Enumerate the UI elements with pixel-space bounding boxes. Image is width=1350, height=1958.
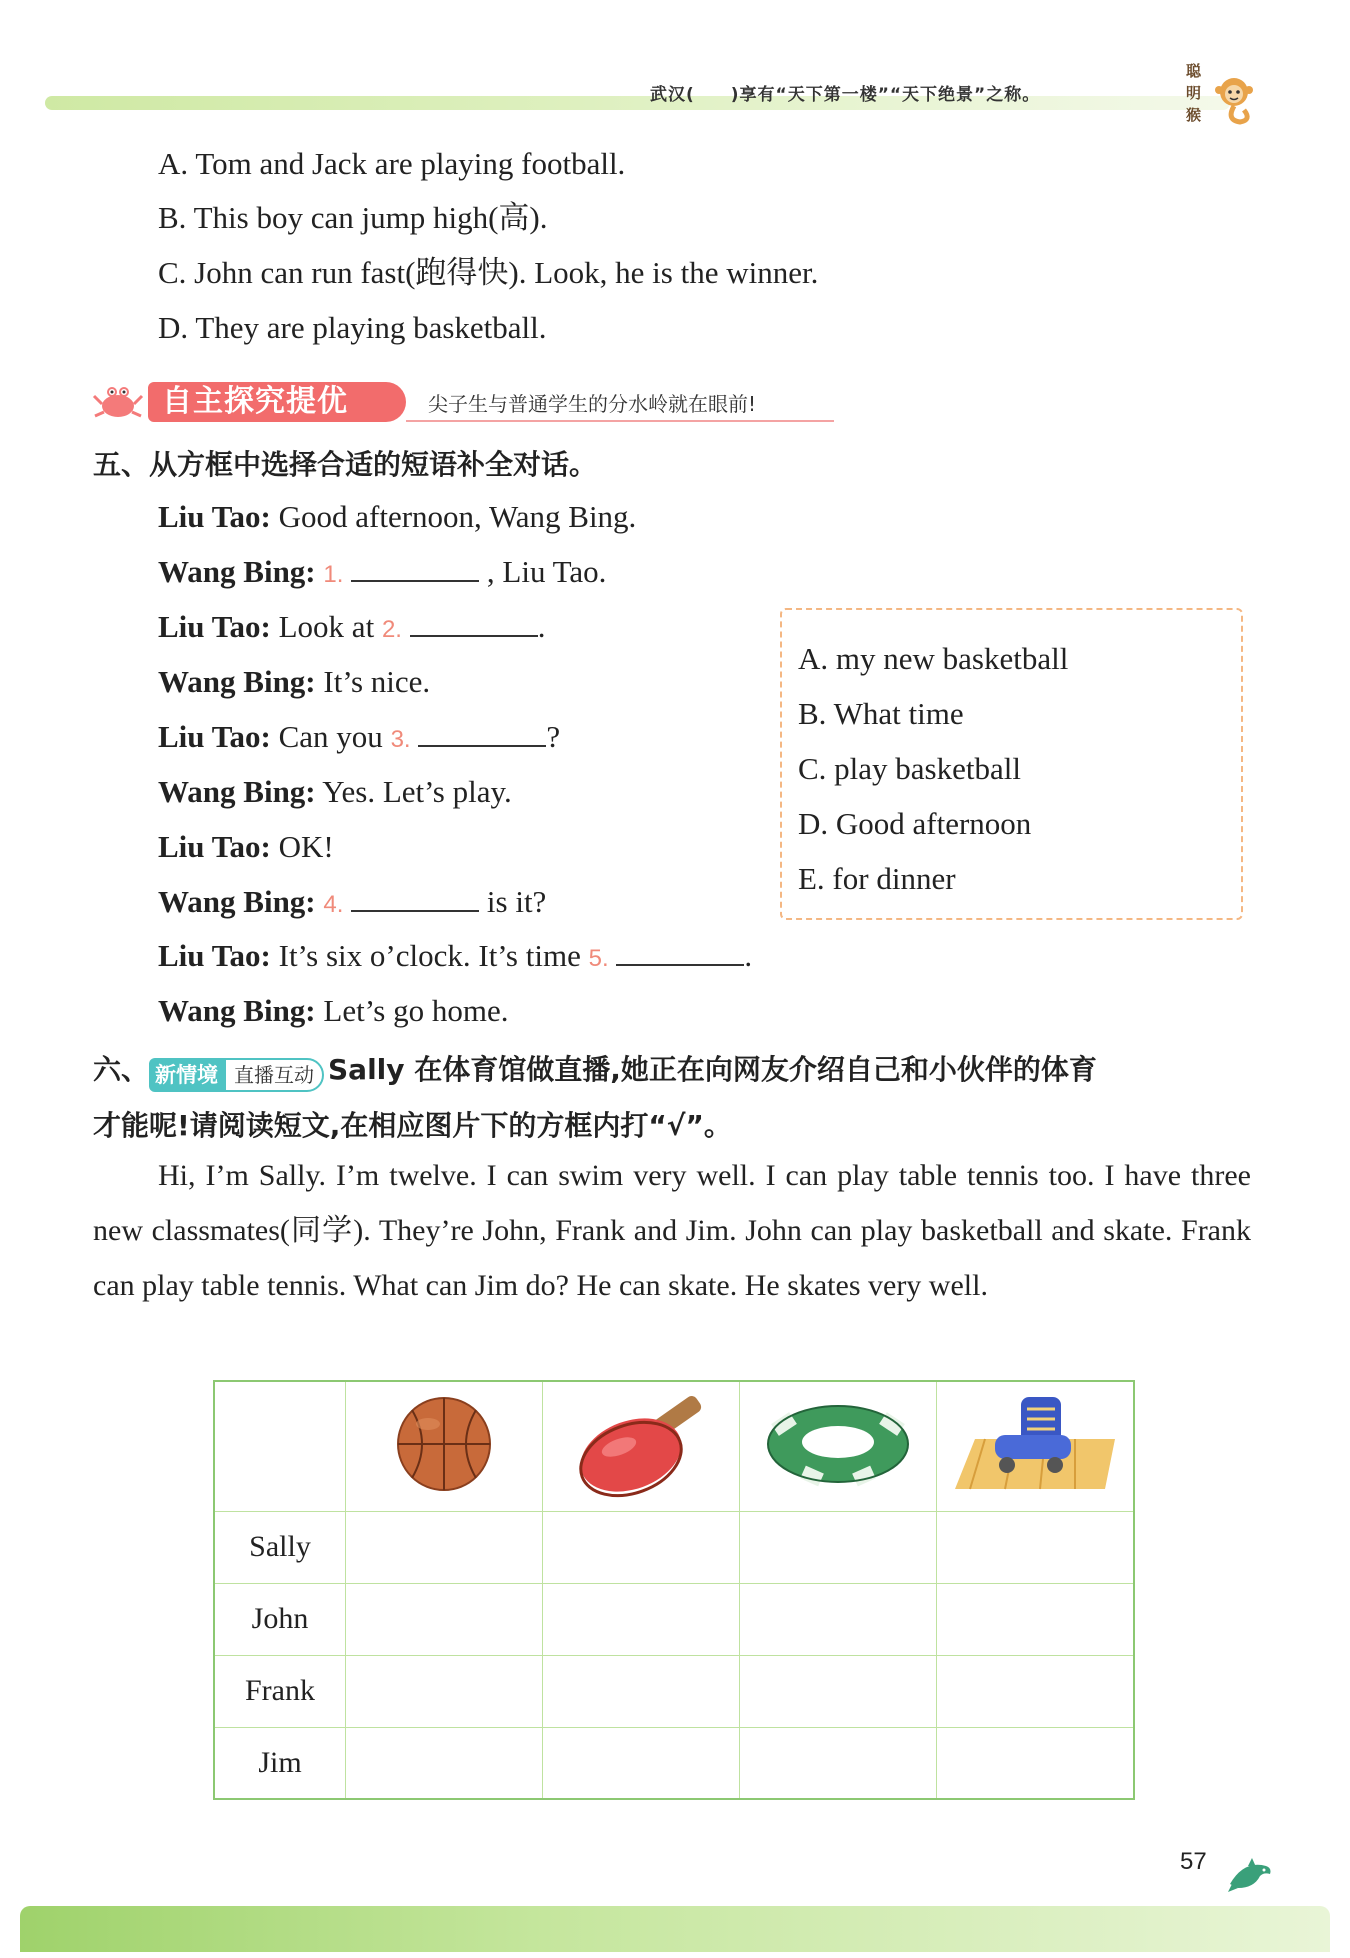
row-label: Sally — [214, 1511, 346, 1583]
checkbox-cell[interactable] — [937, 1583, 1135, 1655]
speaker: Liu Tao: — [158, 719, 271, 754]
table-row — [214, 1727, 1134, 1799]
speaker: Liu Tao: — [158, 829, 271, 864]
dialogue-line — [158, 936, 752, 979]
answer-table — [213, 1380, 1135, 1800]
dialogue-line — [158, 991, 509, 1031]
option-a: A. Tom and Jack are playing football. — [158, 146, 626, 181]
table-header-row — [214, 1381, 1134, 1511]
svg-text:聪: 聪 — [1186, 62, 1202, 80]
checkbox-cell[interactable] — [346, 1583, 543, 1655]
section-title: 自主探究提优 — [148, 382, 406, 422]
row-label: Frank — [214, 1655, 346, 1727]
checkbox-cell[interactable] — [543, 1655, 740, 1727]
dialogue-line — [158, 717, 560, 760]
blank-number: 4. — [323, 891, 344, 918]
svg-text:明: 明 — [1186, 84, 1202, 102]
table-corner-cell — [214, 1381, 346, 1511]
dialogue-text: is it? — [479, 884, 547, 919]
table-tennis-paddle-icon — [571, 1389, 711, 1499]
q5-heading: 五、从方框中选择合适的短语补全对话。 — [93, 448, 598, 481]
speaker: Wang Bing: — [158, 993, 316, 1028]
svg-text:猴: 猴 — [1186, 106, 1202, 124]
box-option-b: B. What time — [798, 696, 964, 731]
speaker: Liu Tao: — [158, 499, 271, 534]
swim-ring-icon — [763, 1396, 913, 1492]
speaker: Wang Bing: — [158, 774, 316, 809]
table-row — [214, 1511, 1134, 1583]
dialogue-line — [158, 882, 546, 925]
monkey-logo-icon — [1178, 58, 1258, 128]
footer-bar — [20, 1906, 1330, 1952]
header-text: 武汉( )享有“天下第一楼”“天下绝景”之称。 — [650, 85, 1041, 105]
option-c: C. John can run fast(跑得快). Look, he is the winner. — [158, 255, 819, 290]
checkbox-cell[interactable] — [740, 1655, 937, 1727]
option-d: D. They are playing basketball. — [158, 310, 547, 345]
dialogue-line — [158, 497, 636, 537]
answer-blank-1[interactable] — [351, 554, 479, 582]
q6-passage: Hi, I’m Sally. I’m twelve. I can swim very well. I can play table tennis too. I have three new classmates(同学). They’re John, Frank and Jim. John can play basketball and skate. Frank can play table tennis. What can Jim do? He can skate. He skates very well. — [93, 1159, 1251, 1302]
checkbox-cell[interactable] — [740, 1727, 937, 1799]
dolphin-icon — [1226, 1854, 1276, 1894]
speaker: Liu Tao: — [158, 938, 271, 973]
checkbox-cell[interactable] — [740, 1583, 937, 1655]
q6-intro-line1: Sally 在体育馆做直播,她正在向网友介绍自己和小伙伴的体育 — [328, 1053, 1097, 1086]
table-row — [214, 1583, 1134, 1655]
dialogue-text: It’s six o’clock. It’s time — [270, 938, 589, 973]
checkbox-cell[interactable] — [937, 1727, 1135, 1799]
option-b: B. This boy can jump high(高). — [158, 200, 548, 235]
dialogue-text: . — [537, 609, 546, 644]
dialogue-line — [158, 827, 334, 867]
dialogue-text: , Liu Tao. — [479, 554, 607, 589]
crab-icon — [92, 382, 144, 422]
q6-heading — [93, 1048, 1097, 1092]
answer-blank-4[interactable] — [351, 884, 479, 912]
box-option-a: A. my new basketball — [798, 641, 1069, 676]
dialogue-text: . — [744, 938, 753, 973]
answer-blank-2[interactable] — [410, 609, 538, 637]
answer-blank-5[interactable] — [616, 938, 744, 966]
box-option-c: C. play basketball — [798, 751, 1021, 786]
roller-skate-icon — [955, 1389, 1115, 1499]
row-label: Jim — [214, 1727, 346, 1799]
checkbox-cell[interactable] — [937, 1511, 1135, 1583]
table-header-cell — [543, 1381, 740, 1511]
q6-intro-line2: 才能呢!请阅读短文,在相应图片下的方框内打“√”。 — [93, 1109, 732, 1142]
basketball-icon — [392, 1394, 496, 1494]
new-situation-tag: 新情境 — [149, 1058, 224, 1092]
live-interaction-tag: 直播互动 — [224, 1058, 324, 1092]
q6-number: 六、 — [93, 1053, 150, 1086]
box-option-d: D. Good afternoon — [798, 806, 1032, 841]
dialogue-text: Yes. Let’s play. — [315, 774, 512, 809]
checkbox-cell[interactable] — [346, 1655, 543, 1727]
dialogue-line — [158, 607, 545, 650]
page-number: 57 — [1180, 1848, 1207, 1875]
speaker: Wang Bing: — [158, 664, 316, 699]
dialogue-text: Let’s go home. — [315, 993, 509, 1028]
dialogue-text: Good afternoon, Wang Bing. — [270, 499, 637, 534]
speaker: Liu Tao: — [158, 609, 271, 644]
row-label: John — [214, 1583, 346, 1655]
speaker: Wang Bing: — [158, 554, 316, 589]
dialogue-text: ? — [546, 719, 561, 754]
header-bar — [45, 96, 1230, 110]
blank-number: 5. — [588, 945, 609, 972]
dialogue-line — [158, 552, 606, 595]
table-header-cell — [740, 1381, 937, 1511]
dialogue-text: Can you — [270, 719, 391, 754]
dialogue-line — [158, 772, 512, 812]
table-header-cell — [346, 1381, 543, 1511]
dialogue-text: Look at — [270, 609, 382, 644]
blank-number: 3. — [390, 726, 411, 753]
checkbox-cell[interactable] — [543, 1583, 740, 1655]
dialogue-text: OK! — [270, 829, 334, 864]
blank-number: 1. — [323, 561, 344, 588]
dialogue-text: It’s nice. — [315, 664, 431, 699]
checkbox-cell[interactable] — [937, 1655, 1135, 1727]
checkbox-cell[interactable] — [543, 1727, 740, 1799]
speaker: Wang Bing: — [158, 884, 316, 919]
answer-blank-3[interactable] — [418, 719, 546, 747]
table-row — [214, 1655, 1134, 1727]
table-header-cell — [937, 1381, 1135, 1511]
blank-number: 2. — [381, 616, 402, 643]
checkbox-cell[interactable] — [346, 1511, 543, 1583]
dialogue-line — [158, 662, 430, 702]
box-option-e: E. for dinner — [798, 861, 956, 896]
checkbox-cell[interactable] — [740, 1511, 937, 1583]
checkbox-cell[interactable] — [346, 1727, 543, 1799]
section-subtitle: 尖子生与普通学生的分水岭就在眼前! — [428, 392, 757, 416]
checkbox-cell[interactable] — [543, 1511, 740, 1583]
banner-underline — [406, 420, 834, 422]
